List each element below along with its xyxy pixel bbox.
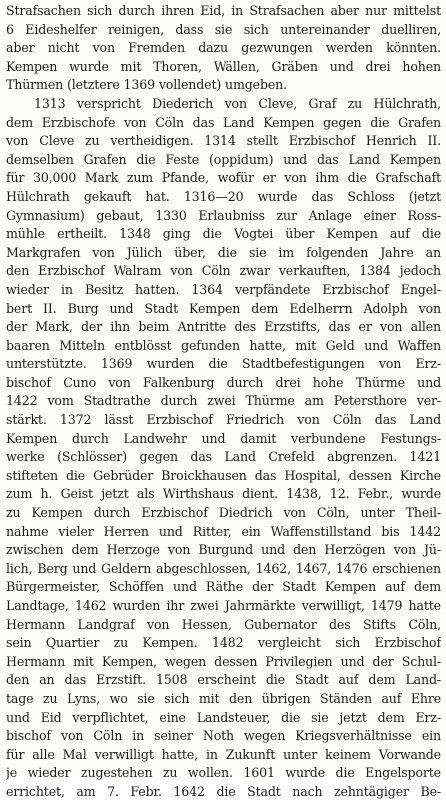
- text-line: Bürgermeister, Schöffen und Räthe der Stadt Kempen auf dem: [6, 579, 441, 595]
- text-line: zu Kempen durch Erzbischof Diedrich von Cöln, unter Theil-: [6, 505, 441, 521]
- text-line: Landtage, 1462 wurden ihr zwei Jahrmärkte verwilligt, 1479 hatte: [6, 598, 441, 613]
- text-line: stärkt. 1372 lässt Erzbischof Friedrich von Cöln das Land: [6, 412, 441, 428]
- document-body-text: [6, 2, 441, 802]
- text-line: Strafsachen sich durch ihren Eid, in Strafsachen aber nur mittelst: [6, 3, 441, 18]
- text-line: je wieder zugestehen zu wollen. 1601 wurde die Engelsporte: [6, 765, 441, 781]
- text-line: wieder in Besitz hatten. 1364 verpfändete Erzbischof Engel-: [6, 281, 441, 297]
- text-line: Hermann Landgraf von Hessen, Gubernator des Stifts Cöln,: [6, 616, 441, 632]
- text-line: Kempen durch Landwehr und damit verbundene Festungs-: [6, 430, 441, 446]
- text-line: Markgrafen von Jülich über, die sie im folgenden Jahre an: [6, 244, 441, 260]
- text-line: den Erzbischof Walram von Cöln zwar verkauften, 1384 jedoch: [6, 263, 441, 279]
- text-line: Thürmen (letztere 1369 vollendet) umgeben.: [6, 77, 287, 93]
- text-line: zum h. Geist jetzt als Wirthshaus dient. 1438, 12. Febr., wurde: [6, 486, 441, 502]
- text-line: demselben Grafen die Feste (oppidum) und das Land Kempen: [6, 151, 441, 167]
- text-line: 6 Eideshelfer reinigen, dass sie sich untereinander duelliren,: [6, 21, 441, 37]
- text-line: den an das Erzstift. 1508 erscheint die Stadt auf dem Land-: [6, 672, 441, 688]
- text-line: tage zu Lyns, wo sie sich mit den übrigen Ständen auf Ehre: [6, 690, 441, 706]
- text-line: zwischen dem Herzoge von Burgund und den Herzögen von Jü-: [6, 542, 441, 558]
- text-line: für 30,000 Mark zum Pfande, wofür er von ihm die Grafschaft: [6, 170, 441, 186]
- text-line: bert II. Burg und Stadt Kempen dem Edelherrn Adolph von: [6, 300, 441, 316]
- text-line: Hermann mit Kempen, wegen dessen Privilegien und der Schul-: [6, 653, 441, 669]
- text-line: Kempen wurde mit Thoren, Wällen, Gräben und drei hohen: [6, 58, 441, 74]
- text-line: errichtet, am 7. Febr. 1642 die Stadt nach zehntägiger Be-: [6, 783, 441, 799]
- text-line: 1422 vom Stadtrathe durch zwei Thürme am Petersthore ver-: [6, 393, 441, 409]
- text-line: lich, Berg und Geldern abgeschlossen, 1462, 1467, 1476 erschienen: [6, 560, 441, 576]
- text-line: aber nicht von Fremden dazu gezwungen werden könnten.: [6, 40, 441, 56]
- text-line: nahme vieler Herren und Ritter, ein Waffenstillstand bis 1442: [6, 523, 441, 539]
- text-line: stifteten die Gebrüder Broickhausen das Hospital, dessen Kirche: [6, 467, 441, 483]
- text-line: für alle Mal verwilligt hatte, in Zukunft unter keinem Vorwande: [6, 746, 441, 762]
- text-line: von Cleve zu vertheidigen. 1314 stellt Erzbischof Henrich II.: [6, 133, 441, 149]
- text-line: werke (Schlösser) gegen das Land Crefeld abgrenzen. 1421: [6, 449, 441, 465]
- text-line: dem Erzbischofe von Cöln das Land Kempen gegen die Grafen: [6, 114, 441, 130]
- text-line: bischof von Cöln in seiner Noth wegen Kriegsverhältnisse ein: [6, 728, 441, 744]
- text-line: baaren Mitteln entblösst gefunden hatte, mit Geld und Waffen: [6, 337, 441, 353]
- text-line: unterstützte. 1369 wurden die Stadtbefestigungen von Erz-: [6, 356, 441, 372]
- text-line: Gymnasium) gebaut, 1330 Erlaubniss zur Anlage einer Ross-: [6, 207, 441, 223]
- text-line: 1313 verspricht Diederich von Cleve, Graf zu Hülchrath,: [34, 95, 441, 111]
- text-line: und Eid verpflichtet, eine Landsteuer, die sie jetzt dem Erz-: [6, 709, 441, 725]
- text-line: bischof Cuno von Falkenburg durch drei hohe Thürme und: [6, 374, 441, 390]
- text-line: mühle ertheilt. 1348 ging die Vogtei über Kempen auf die: [6, 226, 441, 242]
- text-line: Hülchrath gekauft hat. 1316—20 wurde das Schloss (jetzt: [6, 188, 441, 204]
- text-line: der Mark, der ihn beim Antritte des Erzstifts, das er von allen: [6, 319, 441, 335]
- text-line: sein Quartier zu Kempen. 1482 vergleicht sich Erzbischof: [6, 635, 441, 651]
